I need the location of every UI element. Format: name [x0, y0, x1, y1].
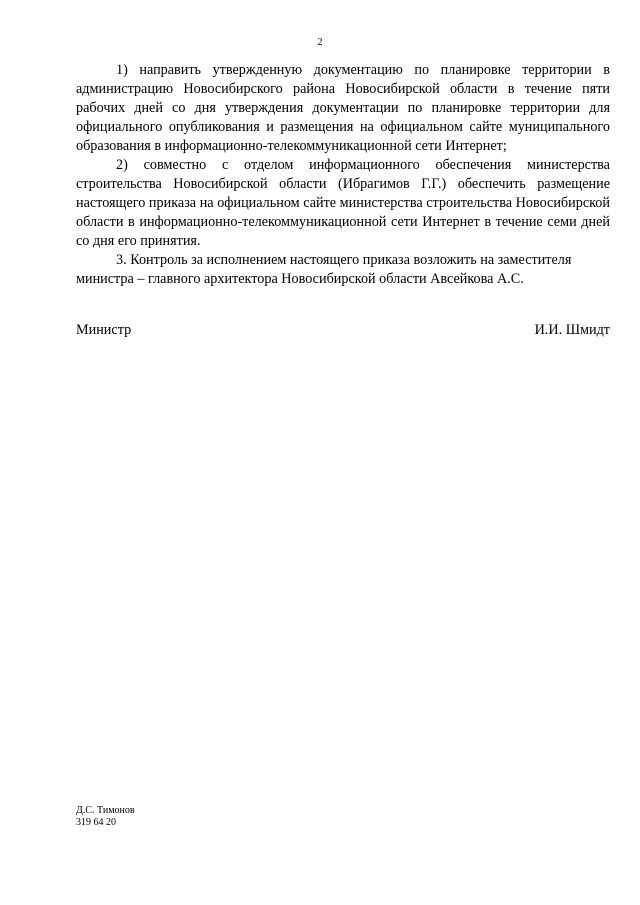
page-number: 2: [317, 37, 323, 48]
paragraph-item-3: 3. Контроль за исполнением настоящего приказа возложить на заместителя министра – главного архитектора Новосибирской области Авсейкова А.С.: [76, 252, 572, 287]
paragraph-item-1: 1) направить утвержденную документацию по планировке территории в администрацию Новосибирского района Новосибирской области в течение пяти рабочих дней со дня утверждения документации по планировке территории для официального опубликования и размещения на официальном сайте муниципального образования в информационно-телекоммуникационной сети Интернет;: [76, 62, 610, 154]
document-body: [76, 61, 610, 289]
signatory-title: Министр: [76, 322, 132, 338]
executor-name: Д.С. Тимонов: [76, 805, 135, 816]
executor-info: [76, 805, 135, 829]
paragraph-item-2: 2) совместно с отделом информационного обеспечения министерства строительства Новосибирской области (Ибрагимов Г.Г.) обеспечить размещение настоящего приказа на официальном сайте министерства строительства Новосибирской области в информационно-телекоммуникационной сети Интернет в течение семи дней со дня его принятия.: [76, 157, 610, 249]
executor-phone: 319 64 20: [76, 817, 116, 828]
signatory-name: И.И. Шмидт: [534, 322, 610, 338]
